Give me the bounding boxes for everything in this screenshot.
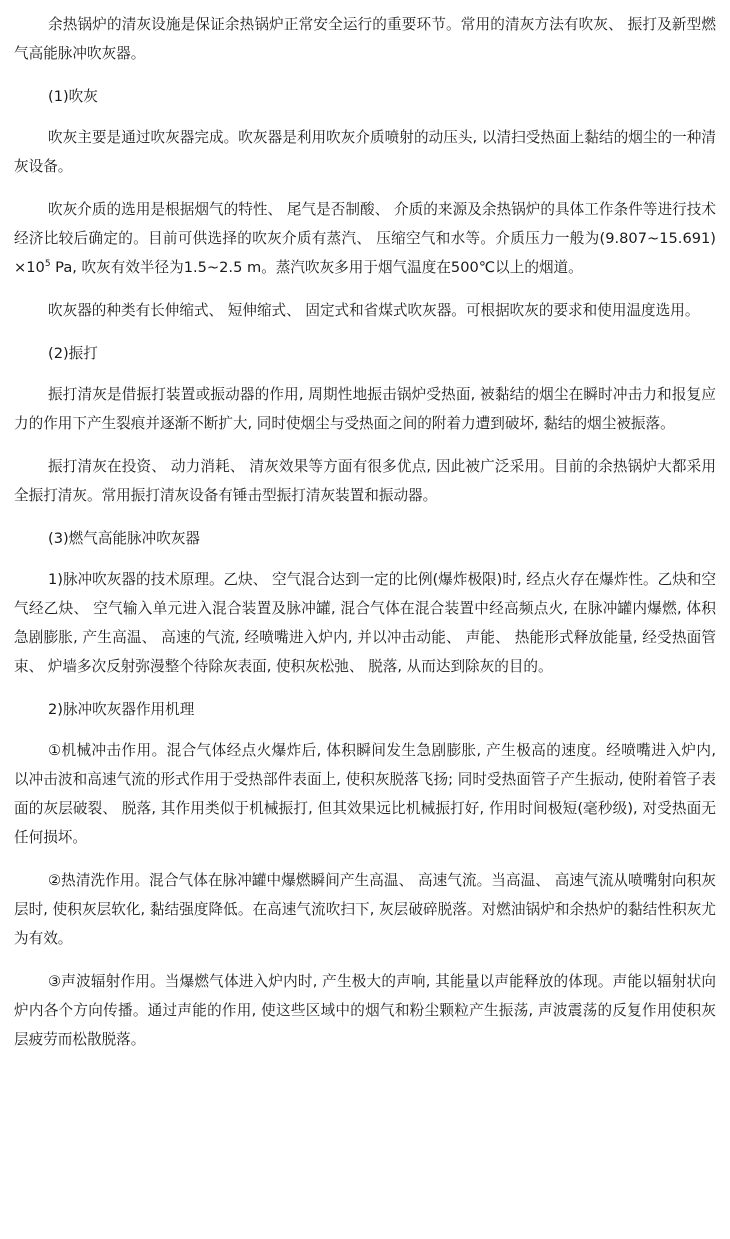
body-paragraph: 1)脉冲吹灰器的技术原理。乙炔、 空气混合达到一定的比例(爆炸极限)时, 经点火存在爆炸性。乙炔和空气经乙炔、 空气输入单元进入混合装置及脉冲罐, 混合气体在混合装置中经高频点火, 在脉冲罐内爆燃, 体积急剧膨胀, 产生高温、 高速的气流, 经喷嘴进入炉内, 并以冲击动能、 声能、 热能形式释放能量, 经受热面管束、 炉墙多次反射弥漫整个待除灰表面, 使积灰松弛、 脱落, 从而达到除灰的目的。 — [14, 571, 716, 675]
section-heading-pulse-blower: (3)燃气高能脉冲吹灰器 — [48, 530, 201, 547]
body-paragraph: 振打清灰是借振打装置或振动器的作用, 周期性地振击锅炉受热面, 被黏结的烟尘在瞬时冲击力和报复应力的作用下产生裂痕并逐渐不断扩大, 同时使烟尘与受热面之间的附着力遭到破坏, 黏结的烟尘被振落。 — [14, 386, 716, 432]
subsection-heading-mechanism: 2)脉冲吹灰器作用机理 — [48, 701, 195, 718]
superscript-exponent: 5 — [44, 259, 51, 269]
body-paragraph: ②热清洗作用。混合气体在脉冲罐中爆燃瞬间产生高温、 高速气流。当高温、 高速气流从喷嘴射向积灰层时, 使积灰层软化, 黏结强度降低。在高速气流吹扫下, 灰层破碎脱落。对燃油锅炉和余热炉的黏结性积灰尤为有效。 — [14, 872, 716, 947]
body-paragraph-medium — [14, 195, 716, 282]
body-paragraph: 吹灰器的种类有长伸缩式、 短伸缩式、 固定式和省煤式吹灰器。可根据吹灰的要求和使用温度选用。 — [48, 302, 700, 319]
section-heading-soot-blowing: (1)吹灰 — [48, 88, 98, 105]
body-paragraph: 吹灰主要是通过吹灰器完成。吹灰器是利用吹灰介质喷射的动压头, 以清扫受热面上黏结的烟尘的一种清灰设备。 — [14, 129, 716, 175]
body-paragraph: ①机械冲击作用。混合气体经点火爆炸后, 体积瞬间发生急剧膨胀, 产生极高的速度。经喷嘴进入炉内, 以冲击波和高速气流的形式作用于受热部件表面上, 使积灰脱落飞扬; 同时受热面管子产生振动, 使附着管子表面的灰层破裂、 脱落, 其作用类似于机械振打, 但其效果远比机械振打好, 作用时间极短(毫秒级), 对受热面无任何损坏。 — [14, 742, 716, 846]
body-paragraph: 振打清灰在投资、 动力消耗、 清灰效果等方面有很多优点, 因此被广泛采用。目前的余热锅炉大都采用全振打清灰。常用振打清灰设备有锤击型振打清灰装置和振动器。 — [14, 458, 716, 504]
text-segment: Pa, 吹灰有效半径为1.5~2.5 m。蒸汽吹灰多用于烟气温度在500℃以上的烟道。 — [50, 259, 583, 276]
intro-paragraph: 余热锅炉的清灰设施是保证余热锅炉正常安全运行的重要环节。常用的清灰方法有吹灰、 振打及新型燃气高能脉冲吹灰器。 — [14, 16, 716, 62]
text-segment: 吹灰介质的选用是根据烟气的特性、 尾气是否制酸、 介质的来源及余热锅炉的具体工作条件等进行技术经济比较后确定的。目前可供选择的吹灰介质有蒸汽、 压缩空气和水等。介质压力一般为(9.807~15.691)×10 — [14, 201, 716, 276]
section-heading-rapping: (2)振打 — [48, 345, 98, 362]
body-paragraph: ③声波辐射作用。当爆燃气体进入炉内时, 产生极大的声响, 其能量以声能释放的体现。声能以辐射状向炉内各个方向传播。通过声能的作用, 使这些区域中的烟气和粉尘颗粒产生振荡, 声波震荡的反复作用使积灰层疲劳而松散脱落。 — [14, 973, 716, 1048]
